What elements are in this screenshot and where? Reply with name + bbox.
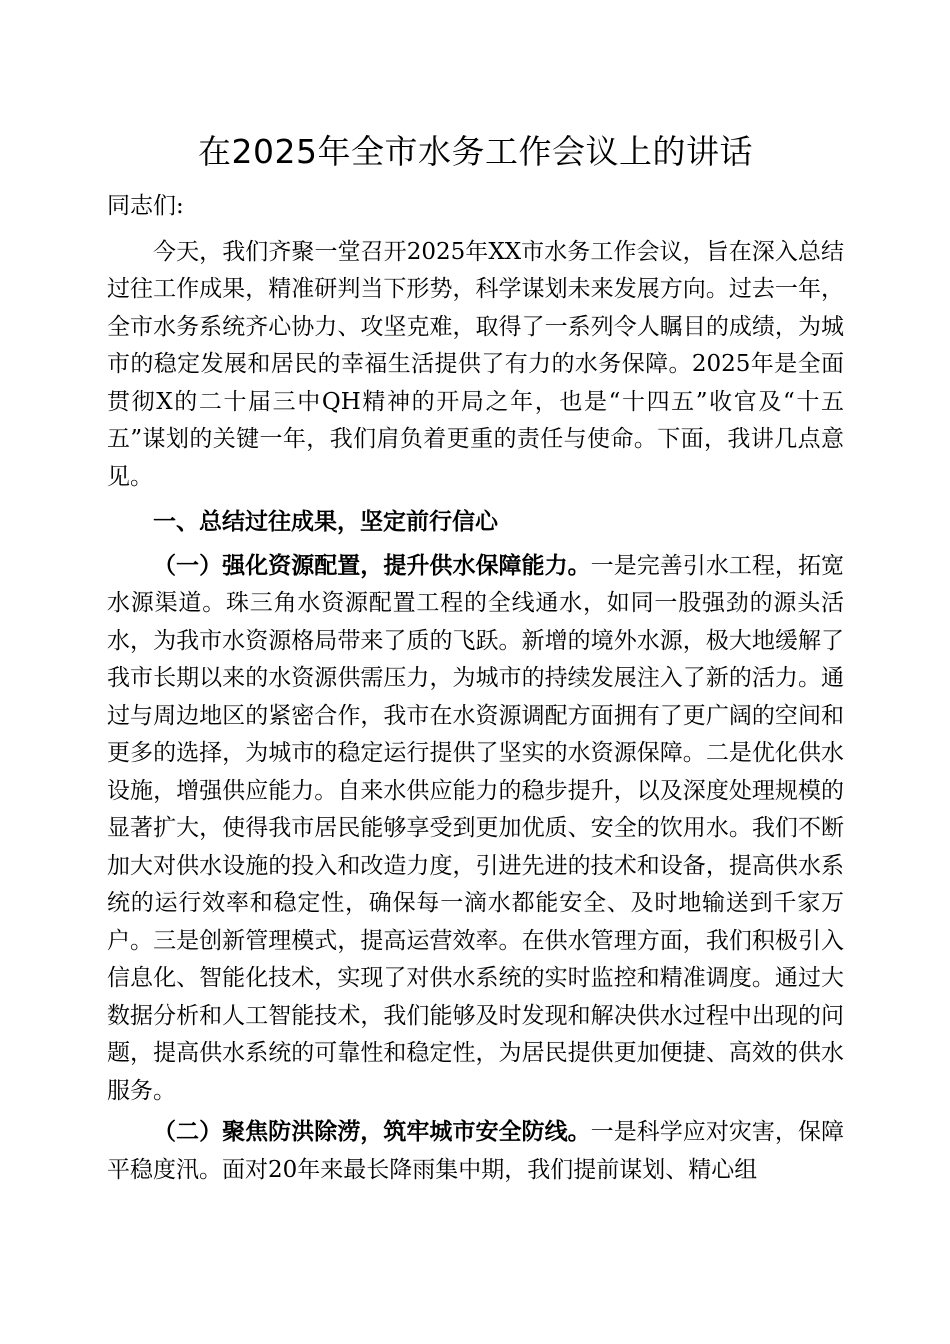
document-page <box>107 126 844 1189</box>
subsection-paragraph-2 <box>107 1114 844 1189</box>
subsection-body-2: 一是科学应对灾害，保障平稳度汛。面对20年来最长降雨集中期，我们提前谋划、精心组 <box>107 1119 845 1183</box>
subsection-heading-2: （二）聚焦防洪除涝，筑牢城市安全防线。 <box>153 1119 591 1145</box>
section-heading-1: 一、总结过往成果，坚定前行信心 <box>153 509 498 535</box>
salutation: 同志们: <box>107 193 184 219</box>
subsection-paragraph-1 <box>107 548 844 1111</box>
document-title: 在2025年全市水务工作会议上的讲话 <box>198 132 753 171</box>
subsection-body-1: 一是完善引水工程，拓宽水源渠道。珠三角水资源配置工程的全线通水，如同一股强劲的源头活水，为我市水资源格局带来了质的飞跃。新增的境外水源，极大地缓解了我市长期以来的水资源供需压力，为城市的持续发展注入了新的活力。通过与周边地区的紧密合作，我市在水资源调配方面拥有了更广阔的空间和更多的选择，为城市的稳定运行提供了坚实的水资源保障。二是优化供水设施，增强供应能力。自来水供应能力的稳步提升，以及深度处理规模的显著扩大，使得我市居民能够享受到更加优质、安全的饮用水。我们不断加大对供水设施的投入和改造力度，引进先进的技术和设备，提高供水系统的运行效率和稳定性，确保每一滴水都能安全、及时地输送到千家万户。三是创新管理模式，提高运营效率。在供水管理方面，我们积极引入信息化、智能化技术，实现了对供水系统的实时监控和精准调度。通过大数据分析和人工智能技术，我们能够及时发现和解决供水过程中出现的问题，提高供水系统的可靠性和稳定性，为居民提供更加便捷、高效的供水服务。 <box>107 552 845 1104</box>
intro-paragraph: 今天，我们齐聚一堂召开2025年XX市水务工作会议，旨在深入总结过往工作成果，精准研判当下形势，科学谋划未来发展方向。过去一年，全市水务系统齐心协力、攻坚克难，取得了一系列令人瞩目的成绩，为城市的稳定发展和居民的幸福生活提供了有力的水务保障。2025年是全面贯彻X的二十届三中QH精神的开局之年，也是“十四五”收官及“十五五”谋划的关键一年，我们肩负着更重的责任与使命。下面，我讲几点意见。 <box>107 238 844 490</box>
subsection-heading-1: （一）强化资源配置，提升供水保障能力。 <box>153 552 591 579</box>
